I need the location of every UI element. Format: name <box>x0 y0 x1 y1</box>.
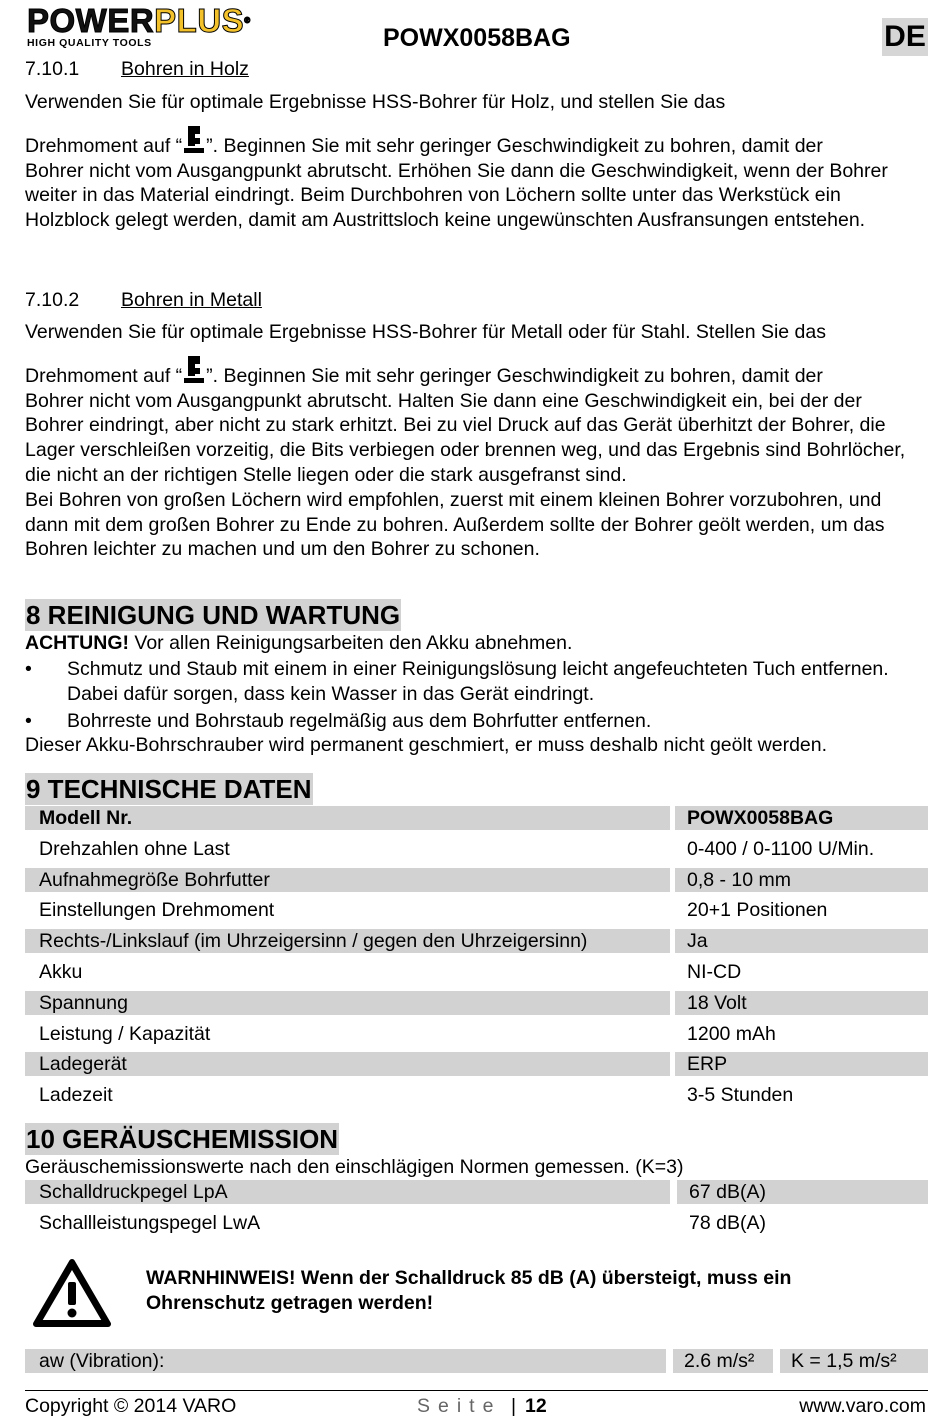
spec-label: Aufnahmegröße Bohrfutter <box>25 868 670 892</box>
spec-label: Akku <box>39 961 83 983</box>
attention-label: ACHTUNG! <box>25 632 129 654</box>
page-separator: | <box>511 1395 517 1417</box>
spec-value: 1200 mAh <box>687 1022 776 1045</box>
drill-mode-icon <box>183 354 205 384</box>
noise-row <box>25 1180 928 1204</box>
spec-value: 0-400 / 0-1100 U/Min. <box>687 837 875 860</box>
spec-label: Spannung <box>25 991 670 1015</box>
model-number-header: POWX0058BAG <box>383 24 571 52</box>
website-link[interactable]: www.varo.com <box>799 1395 926 1417</box>
spec-value: NI-CD <box>687 961 742 983</box>
paragraph-large-holes: Bei Bohren von großen Löchern wird empfohlen, zuerst mit einem kleinen Bohrer vorzubohren, und dann mit dem großen Bohrer zu Ende zu bohren. Außerdem sollte der Bohrer geölt werden, um das Bohren leichter zu machen und um den Bohrer zu schonen. <box>25 488 885 561</box>
spec-label: Drehzahlen ohne Last <box>39 837 230 860</box>
spec-label: Ladegerät <box>25 1052 670 1076</box>
lubrication-note: Dieser Akku-Bohrschrauber wird permanent geschmiert, er muss deshalb nicht geölt werden. <box>25 734 828 756</box>
table-row <box>25 868 928 892</box>
section-title-7102: Bohren in Metall <box>121 289 262 311</box>
table-row <box>25 1052 928 1076</box>
noise-label: Schalldruckpegel LpA <box>25 1180 670 1204</box>
spec-label: Modell Nr. <box>25 806 670 830</box>
list-item-text: Schmutz und Staub mit einem in einer Reinigungslösung leicht angefeuchteten Tuch entfernen. Dabei dafür sorgen, dass kein Wasser in das Gerät eindringt. <box>67 658 889 705</box>
paragraph-text: ”. Beginnen Sie mit sehr geringer Geschwindigkeit zu bohren, damit der <box>206 134 823 157</box>
spec-label: Leistung / Kapazität <box>39 1022 211 1045</box>
heading-technical-data: 9 TECHNISCHE DATEN <box>26 774 312 804</box>
bullet: • <box>25 658 32 680</box>
list-item-text: Bohrreste und Bohrstaub regelmäßig aus dem Bohrfutter entfernen. <box>67 709 652 732</box>
bullet: • <box>25 709 32 732</box>
paragraph-rest: Bohrer nicht vom Ausgangpunkt abrutscht. Halten Sie dann eine Geschwindigkeit ein, bei der der Bohrer eindringt, aber nicht zu stark erhitzt. Bei zu viel Druck auf das Gerät überhitzt der Bohrer, die Lager verschleißen vorzeitig, die Bits verbiegen oder brennen weg, und das Ergebnis sind Bohrlöcher, die nicht an der richtigen Stelle liegen oder die stark ausgefranst sind. <box>25 389 906 486</box>
table-row <box>25 991 928 1015</box>
heading-noise: 10 GERÄUSCHEMISSION <box>26 1124 339 1154</box>
spec-value: POWX0058BAG <box>675 806 928 830</box>
page-label: Seite <box>417 1395 502 1417</box>
noise-intro: Geräuschemissionswerte nach den einschlägigen Normen gemessen. (K=3) <box>25 1156 684 1178</box>
warning-triangle-icon <box>33 1258 111 1328</box>
footer-divider <box>25 1390 928 1391</box>
page-number: 12 <box>525 1395 547 1417</box>
paragraph-text: Drehmoment auf “ <box>25 134 183 157</box>
vibration-uncertainty: K = 1,5 m/s² <box>780 1349 928 1373</box>
logo-power: POWER <box>27 2 155 39</box>
heading-cleaning: 8 REINIGUNG UND WARTUNG <box>26 600 401 630</box>
paragraph-rest: Bohrer nicht vom Ausgangpunkt abrutscht. Erhöhen Sie dann die Geschwindigkeit, wenn der Bohrer weiter in das Material eindringt. Beim Durchbohren von Löchern sollte unter das Werkstück ein Holzblock gelegt werden, damit am Austrittsloch keine ungewünschten Ausfransungen entstehen. <box>25 159 888 232</box>
table-row <box>25 1083 928 1107</box>
cleaning-list <box>25 657 925 733</box>
drill-mode-icon <box>183 124 205 154</box>
spec-value: 3-5 Stunden <box>687 1084 794 1107</box>
spec-value: 18 Volt <box>675 991 928 1015</box>
list-item <box>25 709 925 734</box>
logo-plus: PLUS <box>154 2 245 39</box>
warning-text: WARNHINWEIS! Wenn der Schalldruck 85 dB (A) übersteigt, muss ein Ohrenschutz getragen werden! <box>146 1267 792 1314</box>
paragraph-7101 <box>25 90 925 233</box>
spec-label: Ladezeit <box>39 1084 113 1107</box>
table-row <box>25 960 928 984</box>
vibration-row <box>25 1349 928 1373</box>
table-row <box>25 898 928 922</box>
table-row <box>25 806 928 830</box>
noise-value: 78 dB(A) <box>689 1212 766 1234</box>
noise-value: 67 dB(A) <box>677 1180 928 1204</box>
spec-value: ERP <box>675 1052 928 1076</box>
table-row <box>25 837 928 861</box>
copyright: Copyright © 2014 VARO <box>25 1395 237 1417</box>
paragraph-line: Verwenden Sie für optimale Ergebnisse HSS-Bohrer für Holz, und stellen Sie das <box>25 91 726 113</box>
vibration-label: aw (Vibration): <box>25 1349 666 1373</box>
noise-row <box>25 1211 928 1235</box>
paragraph-text: Drehmoment auf “ <box>25 364 183 387</box>
attention-note <box>25 631 925 656</box>
spec-value: 20+1 Positionen <box>687 899 828 922</box>
paragraph-text: ”. Beginnen Sie mit sehr geringer Geschwindigkeit zu bohren, damit der <box>206 364 823 387</box>
vibration-value: 2.6 m/s² <box>673 1349 773 1373</box>
table-row <box>25 929 928 953</box>
spec-value: Ja <box>675 929 928 953</box>
paragraph-line: Verwenden Sie für optimale Ergebnisse HSS-Bohrer für Metall oder für Stahl. Stellen Sie das <box>25 321 826 343</box>
list-item <box>25 657 925 707</box>
logo-tagline: HIGH QUALITY TOOLS <box>27 37 152 49</box>
attention-text: Vor allen Reinigungsarbeiten den Akku abnehmen. <box>128 632 573 654</box>
language-badge: DE <box>882 18 928 56</box>
logo-registered: ® <box>244 16 251 25</box>
paragraph-7102 <box>25 320 925 562</box>
spec-value: 0,8 - 10 mm <box>675 868 928 892</box>
section-title-7101: Bohren in Holz <box>121 58 249 80</box>
table-row <box>25 1022 928 1046</box>
noise-label: Schallleistungspegel LwA <box>39 1212 261 1234</box>
brand-logo <box>27 2 282 49</box>
section-number-7101: 7.10.1 <box>25 58 80 80</box>
section-number-7102: 7.10.2 <box>25 289 80 311</box>
spec-label: Rechts-/Linkslauf (im Uhrzeigersinn / gegen den Uhrzeigersinn) <box>25 929 670 953</box>
spec-label: Einstellungen Drehmoment <box>39 899 275 922</box>
